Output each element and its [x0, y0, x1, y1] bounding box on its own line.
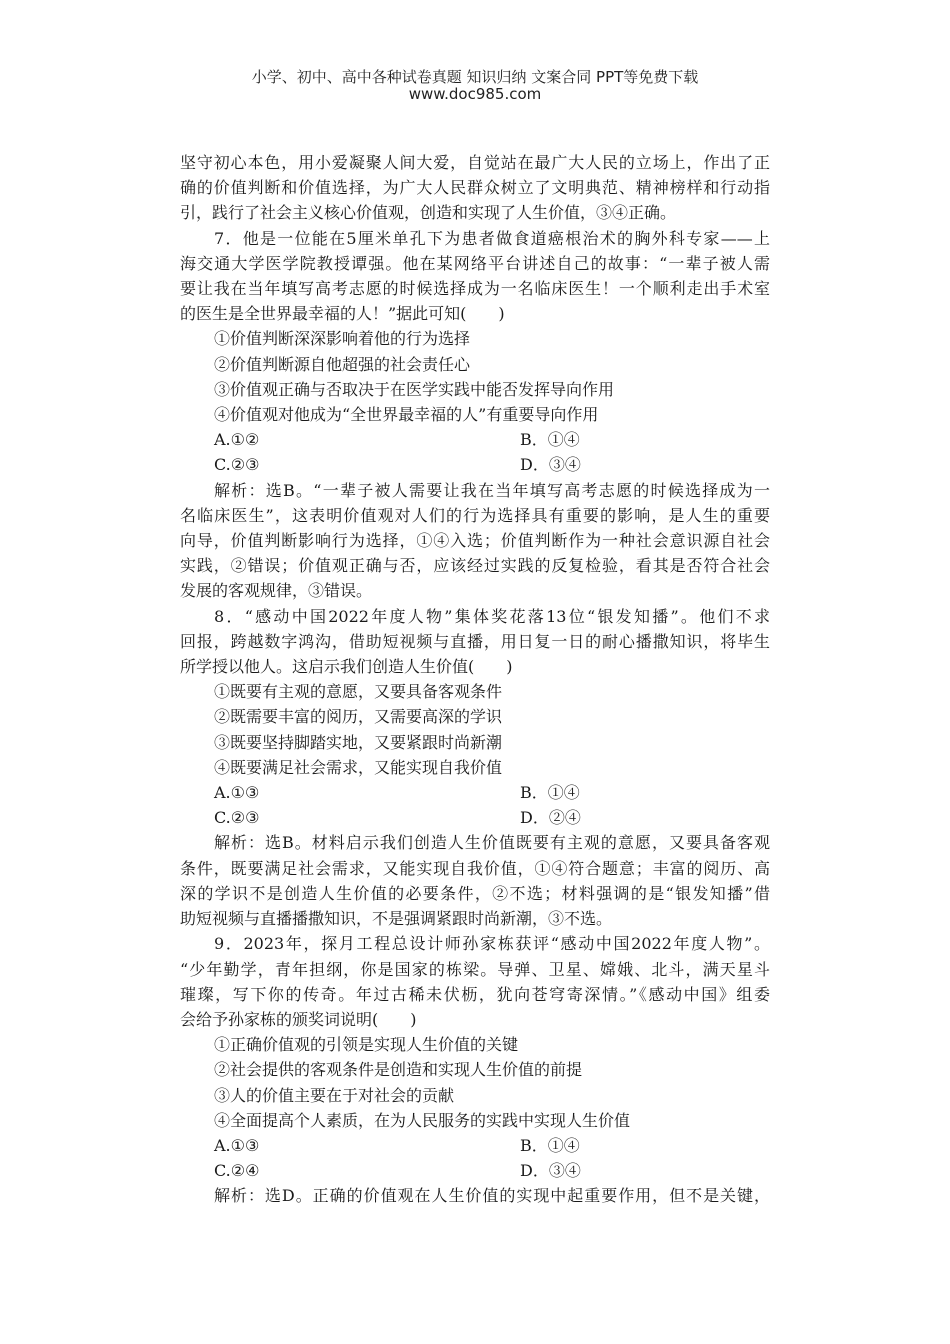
- q8-stem-line: 所学授以他人。这启示我们创造人生价值( ): [180, 657, 513, 677]
- q8-stem-line: 8．“感动中国2022年度人物”集体奖花落13位“银发知播”。他们不求: [214, 606, 770, 626]
- q7-item-1: ①价值判断深深影响着他的行为选择: [214, 329, 471, 349]
- q8-item-4: ④既要满足社会需求，又能实现自我价值: [214, 757, 503, 777]
- q8-stem-line: 回报，跨越数字鸿沟，借助短视频与直播，用日复一日的耐心播撒知识，将毕生: [180, 631, 770, 651]
- site-url[interactable]: www.doc985.com: [408, 85, 542, 103]
- q8-item-2: ②既需要丰富的阅历，又需要高深的学识: [214, 707, 503, 727]
- q7-item-2: ②价值判断源自他超强的社会责任心: [214, 354, 471, 374]
- q9-item-3: ③人的价值主要在于对社会的贡献: [214, 1085, 455, 1105]
- q8-option-d: D．②④: [520, 808, 581, 828]
- q8-options-row-1: [180, 780, 770, 805]
- q7-stem-line: 要让我在当年填写高考志愿的时候选择成为一名临床医生！一个顺利走出手术室: [180, 279, 770, 299]
- q9-option-d: D．③④: [520, 1161, 581, 1181]
- q9-option-c: C.②④: [214, 1161, 260, 1181]
- continued-text-line: 确的价值判断和价值选择，为广大人民群众树立了文明典范、精神榜样和行动指: [180, 178, 770, 198]
- q7-option-c: C.②③: [214, 455, 260, 475]
- q7-stem-line: 的医生是全世界最幸福的人！”据此可知( ): [180, 304, 505, 324]
- q7-item-3: ③价值观正确与否取决于在医学实践中能否发挥导向作用: [214, 379, 615, 399]
- q9-item-1: ①正确价值观的引领是实现人生价值的关键: [214, 1035, 519, 1055]
- q8-item-1: ①既要有主观的意愿，又要具备客观条件: [214, 682, 503, 702]
- q8-option-b: B．①④: [520, 783, 580, 803]
- q9-options-row-1: [180, 1133, 770, 1158]
- q9-option-b: B．①④: [520, 1135, 580, 1155]
- q7-stem-line: 海交通大学医学院教授谭强。他在某网络平台讲述自己的故事：“一辈子被人需: [180, 253, 770, 273]
- q7-option-a: A.①②: [214, 430, 260, 450]
- q8-item-3: ③既要坚持脚踏实地，又要紧跟时尚新潮: [214, 732, 503, 752]
- q8-option-c: C.②③: [214, 808, 260, 828]
- site-banner: 小学、初中、高中各种试卷真题 知识归纳 文案合同 PPT等免费下载: [251, 68, 699, 86]
- q8-options-row-2: [180, 805, 770, 830]
- q9-analysis-line: 解析：选D。正确的价值观在人生价值的实现中起重要作用，但不是关键，: [214, 1186, 770, 1206]
- q7-option-d: D．③④: [520, 455, 581, 475]
- q7-analysis-line: 发展的客观规律，③错误。: [180, 581, 373, 601]
- q8-analysis-line: 助短视频与直播播撒知识，不是强调紧跟时尚新潮，③不选。: [180, 909, 613, 929]
- q8-analysis-line: 条件，既要满足社会需求，又能实现自我价值，①④符合题意；丰富的阅历、高: [180, 858, 770, 878]
- q7-option-b: B．①④: [520, 430, 580, 450]
- q8-option-a: A.①③: [214, 783, 260, 803]
- q9-option-a: A.①③: [214, 1135, 260, 1155]
- q9-options-row-2: [180, 1158, 770, 1183]
- document-body: [180, 150, 770, 1209]
- continued-text-line: 坚守初心本色，用小爱凝聚人间大爱，自觉站在最广大人民的立场上，作出了正: [180, 153, 770, 172]
- q7-stem-line: 7．他是一位能在5厘米单孔下为患者做食道癌根治术的胸外科专家——上: [214, 228, 770, 248]
- q9-stem-line: “少年勤学，青年担纲，你是国家的栋梁。导弹、卫星、嫦娥、北斗，满天星斗: [180, 959, 770, 979]
- q7-options-row-2: [180, 452, 770, 477]
- q8-analysis-line: 深的学识不是创造人生价值的必要条件，②不选；材料强调的是“银发知播”借: [180, 883, 770, 903]
- q9-stem-line: 9．2023年，探月工程总设计师孙家栋获评“感动中国2022年度人物”。: [214, 934, 770, 954]
- q7-analysis-line: 名临床医生”，这表明价值观对人们的行为选择具有重要的影响，是人生的重要: [180, 505, 770, 525]
- q9-stem-line: 璀璨，写下你的传奇。年过古稀未伏枥，犹向苍穹寄深情。”《感动中国》组委: [180, 984, 770, 1004]
- q7-options-row-1: [180, 427, 770, 452]
- q7-analysis-line: 实践，②错误；价值观正确与否，应该经过实践的反复检验，看其是否符合社会: [180, 556, 770, 576]
- q9-item-4: ④全面提高个人素质，在为人民服务的实践中实现人生价值: [214, 1110, 631, 1130]
- q9-item-2: ②社会提供的客观条件是创造和实现人生价值的前提: [214, 1060, 583, 1080]
- q7-analysis-line: 向导，价值判断影响行为选择，①④入选；价值判断作为一种社会意识源自社会: [180, 531, 770, 551]
- q7-item-4: ④价值观对他成为“全世界最幸福的人”有重要导向作用: [214, 405, 599, 425]
- q8-analysis-line: 解析：选B。材料启示我们创造人生价值既要有主观的意愿，又要具备客观: [214, 833, 770, 853]
- q9-stem-line: 会给予孙家栋的颁奖词说明( ): [180, 1009, 417, 1029]
- continued-text-line: 引，践行了社会主义核心价值观，创造和实现了人生价值，③④正确。: [180, 203, 677, 223]
- q7-analysis-line: 解析：选B。“一辈子被人需要让我在当年填写高考志愿的时候选择成为一: [214, 480, 770, 500]
